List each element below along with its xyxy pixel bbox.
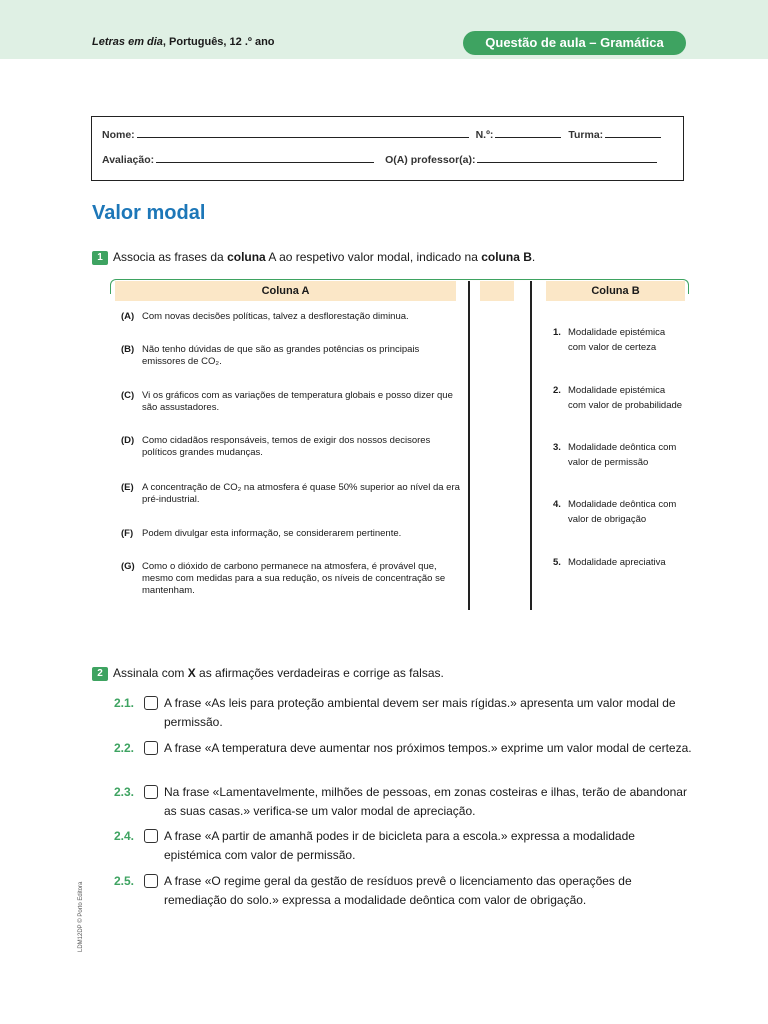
question-2 bbox=[92, 666, 444, 681]
column-b-item: 4. Modalidade deôntica com valor de obrigação bbox=[553, 499, 677, 525]
statement-checkbox[interactable] bbox=[144, 874, 158, 888]
student-info-box bbox=[91, 116, 684, 181]
name-field[interactable] bbox=[137, 128, 469, 138]
statement-item: 2.4. A frase «A partir de amanhã podes ir de bicicleta para a escola.» expressa a modalidade epistémica com valor de permissão. bbox=[114, 829, 635, 862]
divider-right bbox=[530, 281, 532, 610]
column-b-item: 5. Modalidade apreciativa bbox=[553, 557, 666, 568]
question-1-text: Associa as frases da coluna A ao respetivo valor modal, indicado na coluna B. bbox=[113, 250, 536, 264]
id-row-2 bbox=[102, 153, 661, 166]
section-pill: Questão de aula – Gramática bbox=[463, 31, 686, 55]
statement-checkbox[interactable] bbox=[144, 785, 158, 799]
column-a-item: (E) A concentração de CO₂ na atmosfera é quase 50% superior ao nível da era pré-industrial. bbox=[121, 482, 460, 505]
number-label: N.º: bbox=[475, 129, 494, 141]
evaluation-label: Avaliação: bbox=[102, 154, 155, 166]
statement-checkbox[interactable] bbox=[144, 741, 158, 755]
column-a-header: Coluna A bbox=[115, 281, 456, 301]
column-a-item: (G) Como o dióxido de carbono permanece na atmosfera, é provável que, mesmo com medidas para a sua redução, os níveis de concentração se mantenham. bbox=[121, 561, 446, 596]
column-a-item: (A) Com novas decisões políticas, talvez a desflorestação diminua. bbox=[121, 311, 409, 322]
column-a-item: (C) Vi os gráficos com as variações de temperatura globais e posso dizer que são assustadores. bbox=[121, 390, 453, 413]
question-2-text: Assinala com X as afirmações verdadeiras e corrige as falsas. bbox=[113, 666, 444, 680]
question-2-number: 2 bbox=[92, 667, 108, 681]
teacher-field[interactable] bbox=[477, 153, 657, 163]
id-row-1 bbox=[102, 128, 665, 141]
page-title: Valor modal bbox=[92, 202, 206, 224]
column-b-header: Coluna B bbox=[546, 281, 685, 301]
publisher-note: LDM12DP © Porto Editora bbox=[78, 881, 84, 952]
class-field[interactable] bbox=[605, 128, 661, 138]
column-a-item: (D) Como cidadãos responsáveis, temos de exigir dos nossos decisores políticos grandes mudanças. bbox=[121, 435, 431, 458]
evaluation-field[interactable] bbox=[156, 153, 374, 163]
statement-checkbox[interactable] bbox=[144, 829, 158, 843]
middle-header bbox=[480, 281, 514, 301]
column-a-item: (F) Podem divulgar esta informação, se considerarem pertinente. bbox=[121, 528, 402, 539]
column-b-item: 3. Modalidade deôntica com valor de permissão bbox=[553, 442, 677, 468]
column-b-item: 1. Modalidade epistémica com valor de certeza bbox=[553, 327, 666, 353]
statement-checkbox[interactable] bbox=[144, 696, 158, 710]
statement-item: 2.3. Na frase «Lamentavelmente, milhões de pessoas, em zonas costeiras e ilhas, terão de abandonar as suas casas.» verifica-se um valor modal de apreciação. bbox=[114, 785, 687, 818]
number-field[interactable] bbox=[495, 128, 561, 138]
book-title: Letras em dia, Português, 12 .º ano bbox=[92, 36, 275, 48]
question-1-number: 1 bbox=[92, 251, 108, 265]
statement-item: 2.2. A frase «A temperatura deve aumentar nos próximos tempos.» exprime um valor modal de certeza. bbox=[114, 741, 692, 755]
statement-item: 2.5. A frase «O regime geral da gestão de resíduos prevê o licenciamento das operações de remediação do solo.» expressa a modalidade deôntica com valor de obrigação. bbox=[114, 874, 632, 907]
class-label: Turma: bbox=[568, 129, 604, 141]
divider-left bbox=[468, 281, 470, 610]
teacher-label: O(A) professor(a): bbox=[385, 154, 476, 166]
column-b-item: 2. Modalidade epistémica com valor de probabilidade bbox=[553, 385, 683, 411]
column-a-item: (B) Não tenho dúvidas de que são as grandes potências os principais emissores de CO₂. bbox=[121, 344, 420, 367]
question-1 bbox=[92, 250, 535, 265]
statement-item: 2.1. A frase «As leis para proteção ambiental devem ser mais rígidas.» apresenta um valor modal de permissão. bbox=[114, 696, 676, 729]
name-label: Nome: bbox=[102, 129, 135, 141]
